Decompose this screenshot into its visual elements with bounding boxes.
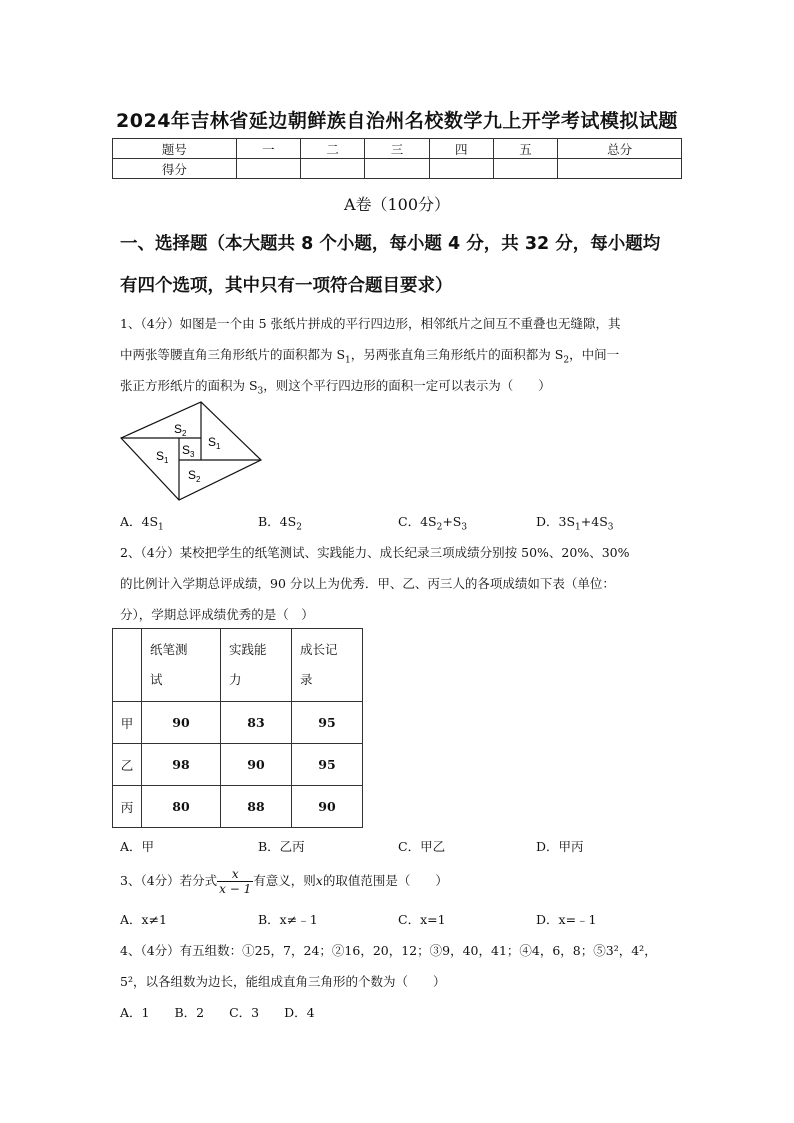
grade-cell: 90 [292, 786, 363, 828]
option-sub: 1 [158, 522, 164, 533]
q3-option-c[interactable]: C．x=1 [398, 912, 446, 927]
q1-parallelogram-figure [116, 400, 266, 504]
score-input-cell [301, 159, 365, 179]
q2-option-d[interactable]: D．甲丙 [536, 839, 584, 854]
option-text: +S [442, 514, 462, 529]
q1-option-a[interactable] [120, 512, 164, 533]
score-cell: 五 [493, 139, 557, 159]
header-text: 纸笔测 [150, 642, 188, 657]
grade-cell: 98 [142, 744, 221, 786]
grade-cell: 95 [292, 744, 363, 786]
q1-text: ，中间一 [569, 347, 620, 362]
score-cell: 三 [365, 139, 429, 159]
q3-text: 有意义，则 [253, 873, 316, 888]
grade-header-empty [113, 629, 142, 702]
label-s3-center: $S_3$ [182, 443, 195, 459]
q3-variable: x [315, 873, 323, 888]
student-name: 丙 [113, 786, 142, 828]
option-sub: 3 [461, 522, 468, 533]
header-text: 力 [229, 672, 242, 687]
q4-line1: 4、（4分）有五组数：①25，7，24；②16，20，12；③9，40，41；④4，6，8；⑤3²，4²， [120, 943, 657, 958]
option-sub: 1 [575, 522, 581, 533]
score-input-cell [236, 159, 300, 179]
label-s1-right: $S_1$ [208, 435, 221, 451]
score-input-cell [365, 159, 429, 179]
fraction-numerator: x [217, 867, 253, 882]
q1-text: 中两张等腰直角三角形纸片的面积都为 S [120, 347, 346, 362]
q2-line1: 2、（4分）某校把学生的纸笔测试、实践能力、成长纪录三项成绩分别按 50%、20%、30% [120, 545, 630, 560]
q1-option-d[interactable] [536, 512, 614, 533]
label-s2-bottom: $S_2$ [188, 468, 201, 484]
score-input-cell [429, 159, 493, 179]
exam-title: 2024年吉林省延边朝鲜族自治州名校数学九上开学考试模拟试题 [116, 110, 678, 132]
label-s2-top: $S_2$ [174, 422, 187, 438]
q4-line2: 5²，以各组数为边长，能组成直角三角形的个数为（ ） [120, 974, 446, 989]
score-input-cell [493, 159, 557, 179]
q2-line2: 的比例计入学期总评成绩，90 分以上为优秀．甲、乙、丙三人的各项成绩如下表（单位： [120, 576, 615, 591]
table-row [113, 702, 363, 744]
score-cell: 二 [301, 139, 365, 159]
score-cell: 题号 [113, 139, 237, 159]
section-heading-line1: 一、选择题（本大题共 8 个小题，每小题 4 分，共 32 分，每小题均 [120, 234, 661, 254]
score-cell: 一 [236, 139, 300, 159]
score-table-header-row [113, 139, 682, 159]
score-table-score-row [113, 159, 682, 179]
header-text: 成长记 [300, 642, 338, 657]
option-text: A．4S [120, 514, 159, 529]
q2-option-c[interactable]: C．甲乙 [398, 839, 446, 854]
score-cell: 四 [429, 139, 493, 159]
grade-cell: 88 [221, 786, 292, 828]
q2-option-a[interactable]: A．甲 [120, 839, 155, 854]
option-text: C．4S [398, 514, 437, 529]
q3-text: 3、（4分）若分式 [120, 873, 218, 888]
section-title: A卷（100分） [343, 195, 451, 214]
q1-line1: 1、（4分）如图是一个由 5 张纸片拼成的平行四边形，相邻纸片之间互不重叠也无缝隙，其 [120, 316, 621, 331]
score-table [112, 138, 682, 179]
q3-option-d[interactable]: D．x=﹣1 [536, 912, 597, 927]
q3-option-a[interactable]: A．x≠1 [120, 912, 168, 927]
q2-line3: 分），学期总评成绩优秀的是（ ） [120, 607, 314, 622]
grade-header-cell [221, 629, 292, 702]
label-s1-left: $S_1$ [156, 449, 169, 465]
q3-fraction [217, 867, 253, 896]
q2-grade-table [112, 628, 363, 828]
grade-cell: 83 [221, 702, 292, 744]
student-name: 乙 [113, 744, 142, 786]
header-text: 实践能 [229, 642, 267, 657]
option-text: B．4S [258, 514, 297, 529]
grade-header-cell [292, 629, 363, 702]
q1-text: ，另两张直角三角形纸片的面积都为 S [350, 347, 564, 362]
grade-cell: 80 [142, 786, 221, 828]
q1-line2: 中两张等腰直角三角形纸片的面积都为 $S_1$，另两张直角三角形纸片的面积都为 $S_2$，中间一 [120, 347, 620, 366]
option-text: D．3S [536, 514, 576, 529]
score-cell: 总分 [558, 139, 682, 159]
table-row [113, 744, 363, 786]
grade-cell: 90 [142, 702, 221, 744]
option-text: +4S [580, 514, 608, 529]
table-row [113, 786, 363, 828]
q1-option-c[interactable] [398, 512, 467, 533]
q3-line [120, 864, 448, 898]
option-sub: 3 [607, 522, 614, 533]
student-name: 甲 [113, 702, 142, 744]
option-sub: 2 [436, 522, 443, 533]
section-heading-line2: 有四个选项，其中只有一项符合题目要求） [120, 276, 453, 296]
q4-options[interactable]: A．1 B．2 C．3 D．4 [120, 1005, 315, 1020]
grade-cell: 90 [221, 744, 292, 786]
fraction-denominator: x − 1 [219, 882, 252, 896]
grade-header-cell [142, 629, 221, 702]
q2-option-b[interactable]: B．乙丙 [258, 839, 305, 854]
q1-option-b[interactable] [258, 512, 302, 533]
grade-table-header-row [113, 629, 363, 702]
score-cell: 得分 [113, 159, 237, 179]
q1-text: 张正方形纸片的面积为 S [120, 378, 258, 393]
option-sub: 2 [296, 522, 302, 533]
header-text: 录 [300, 672, 313, 687]
q3-option-b[interactable]: B．x≠﹣1 [258, 912, 318, 927]
grade-cell: 95 [292, 702, 363, 744]
q3-text: 的取值范围是（ ） [322, 873, 448, 888]
header-text: 试 [150, 672, 163, 687]
q1-text: ，则这个平行四边形的面积一定可以表示为（ ） [263, 378, 551, 393]
score-input-cell [558, 159, 682, 179]
q1-line3: 张正方形纸片的面积为 $S_3$，则这个平行四边形的面积一定可以表示为（ ） [120, 378, 551, 397]
